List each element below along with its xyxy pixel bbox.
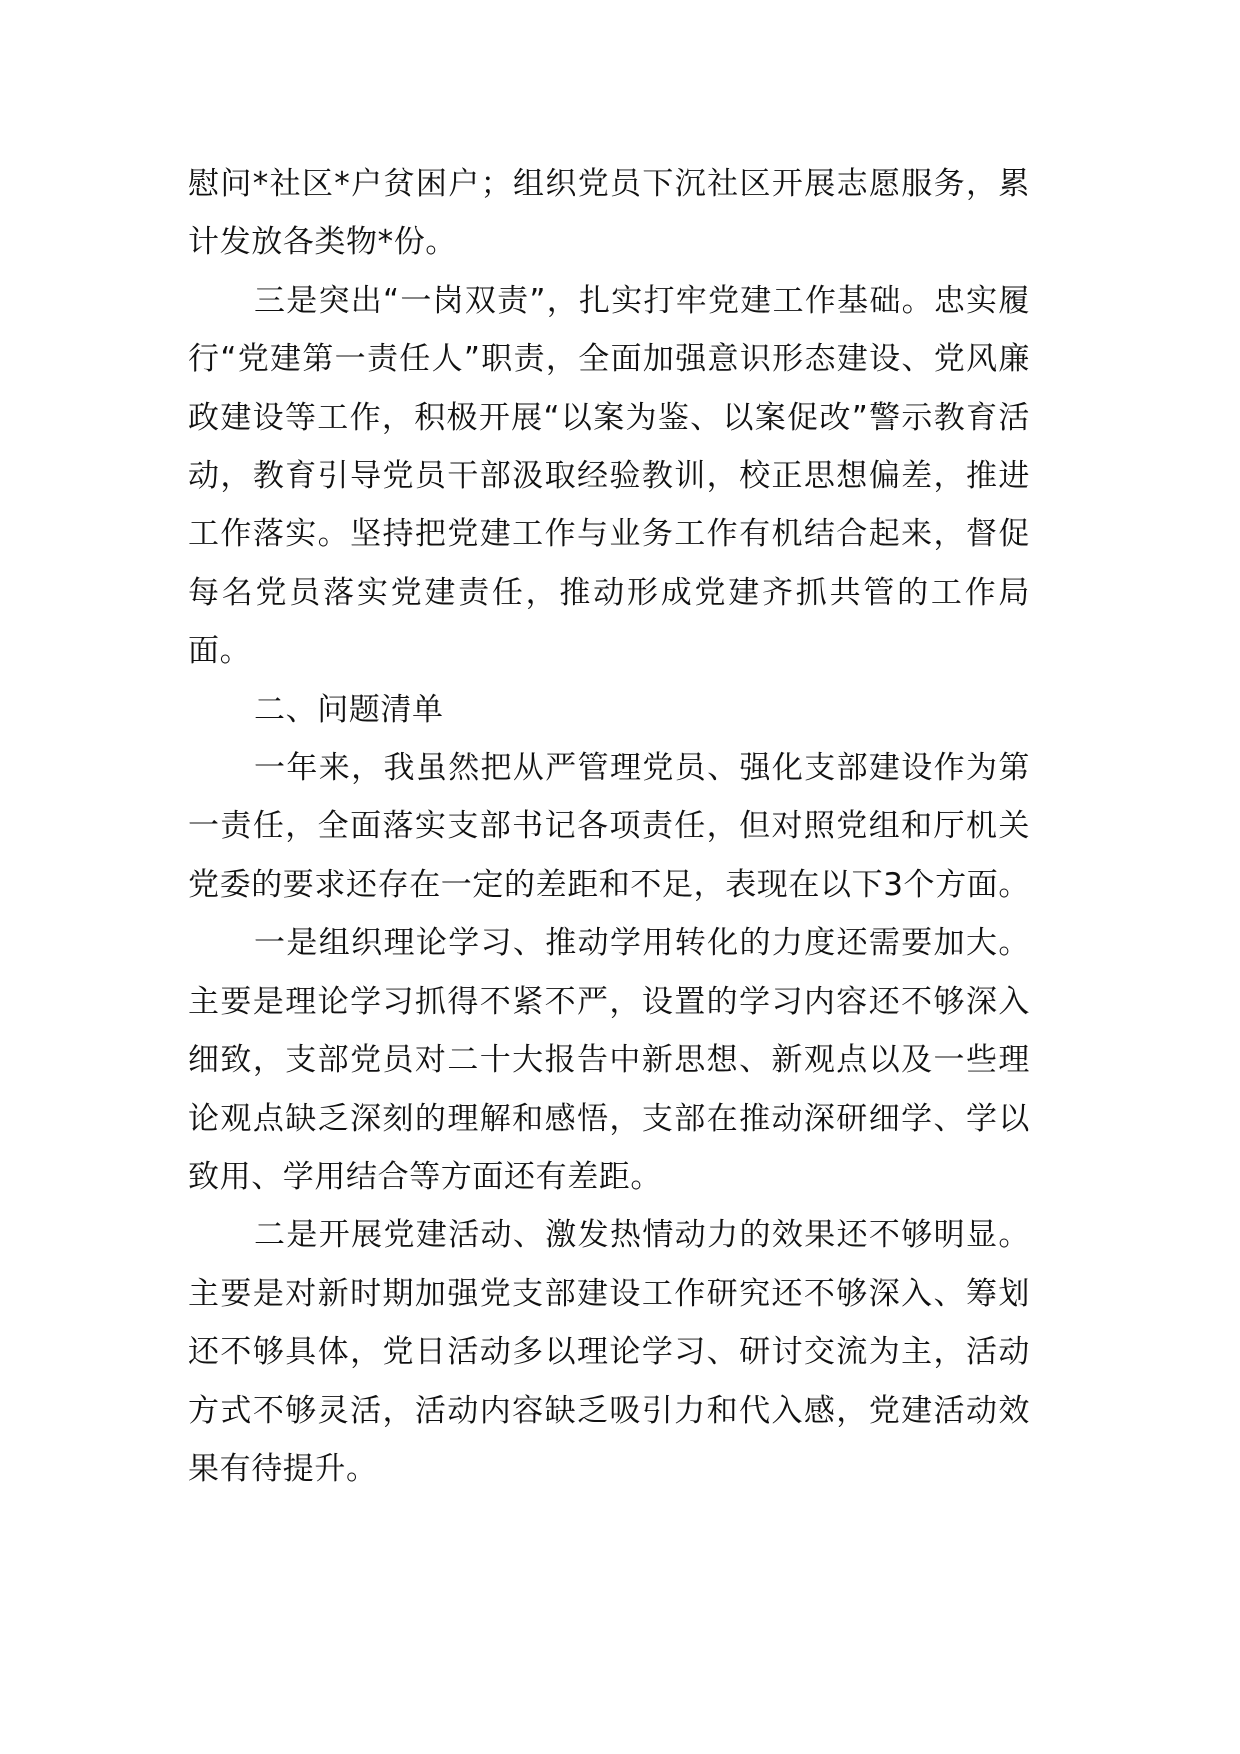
paragraph-continuation: 慰问*社区*户贫困户；组织党员下沉社区开展志愿服务，累计发放各类物*份。 — [188, 166, 1030, 261]
paragraph-problem-intro: 一年来，我虽然把从严管理党员、强化支部建设作为第一责任，全面落实支部书记各项责任，但对照党组和厅机关党委的要求还存在一定的差距和不足，表现在以下3个方面。 — [188, 750, 1030, 903]
document-body — [188, 155, 1030, 1498]
paragraph-problem-one: 一是组织理论学习、推动学用转化的力度还需要加大。主要是理论学习抓得不紧不严，设置的学习内容还不够深入细致，支部党员对二十大报告中新思想、新观点以及一些理论观点缺乏深刻的理解和感悟，支部在推动深研细学、学以致用、学用结合等方面还有差距。 — [188, 925, 1030, 1195]
section-heading-problem-list: 二、问题清单 — [254, 691, 444, 728]
paragraph-problem-two: 二是开展党建活动、激发热情动力的效果还不够明显。主要是对新时期加强党支部建设工作研究还不够深入、筹划还不够具体，党日活动多以理论学习、研讨交流为主，活动方式不够灵活，活动内容缺乏吸引力和代入感，党建活动效果有待提升。 — [188, 1217, 1030, 1487]
paragraph-point-three: 三是突出“一岗双责”，扎实打牢党建工作基础。忠实履行“党建第一责任人”职责，全面加强意识形态建设、党风廉政建设等工作，积极开展“以案为鉴、以案促改”警示教育活动，教育引导党员干部汲取经验教训，校正思想偏差，推进工作落实。坚持把党建工作与业务工作有机结合起来，督促每名党员落实党建责任，推动形成党建齐抓共管的工作局面。 — [188, 282, 1030, 670]
